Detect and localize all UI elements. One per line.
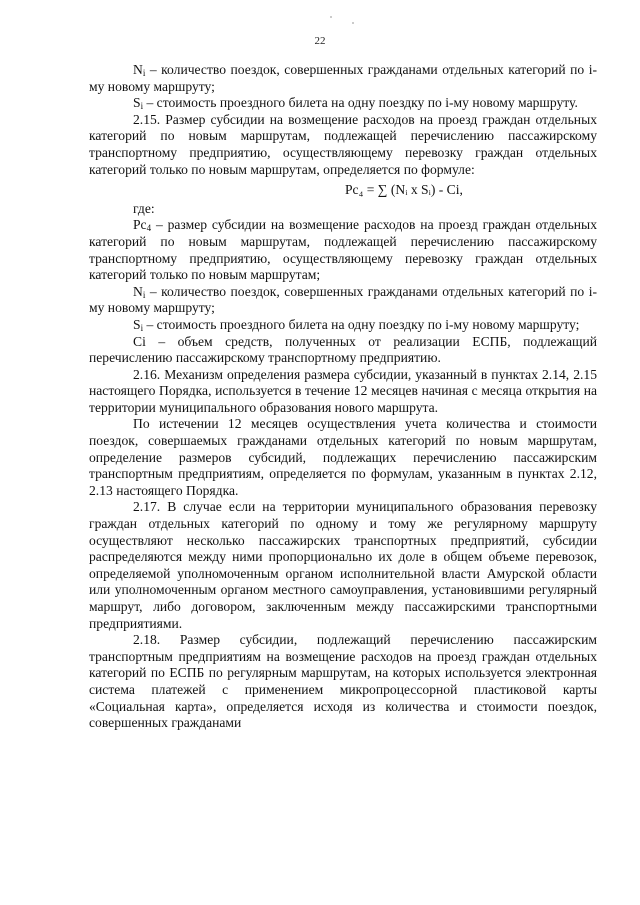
definition-si [89, 95, 597, 112]
definition-text: – стоимость проездного билета на одну поездку по i-му новому маршруту. [143, 95, 578, 111]
subscript: i [140, 322, 144, 333]
formula-pc4: Pc₄ = ∑ (Nᵢ x Sᵢ) - Ci, [345, 182, 463, 198]
page-number: 22 [314, 35, 326, 47]
definition-text: – количество поездок, совершенных гражданами отдельных категорий по i-му новому маршруту; [89, 283, 597, 316]
where-label: где: [133, 200, 155, 216]
subscript: i [142, 68, 146, 78]
clause-2-16: 2.16. Механизм определения размера субсидии, указанный в пунктах 2.14, 2.15 настоящего Порядка, используется в течение 12 месяцев начиная с месяца открытия на территории муниципального образования нового маршрута. [89, 366, 597, 415]
symbol: N [133, 283, 143, 299]
definition-ni [89, 62, 597, 95]
definition-pc4 [89, 217, 597, 283]
scan-speck [330, 16, 332, 18]
symbol: S [133, 95, 141, 111]
clause-2-15: 2.15. Размер субсидии на возмещение расходов на проезд граждан отдельных категорий по новым маршрутам, подлежащей перечислению пассажирскому транспортному предприятию, осуществляющему перевозку граждан отдельных категорий только по новым маршрутам, определяется по формуле: [89, 111, 597, 177]
definition-text: – стоимость проездного билета на одну поездку по i-му новому маршруту; [143, 316, 580, 332]
definition-ni-2 [89, 284, 597, 317]
definition-text: – размер субсидии на возмещение расходов на проезд граждан отдельных категорий по новым маршрутам, подлежащей перечислению пассажирскому транспортному предприятию, осуществляющему перевозку граждан отдельных категорий только по новым маршрутам; [89, 217, 597, 283]
symbol: Pc [133, 217, 147, 233]
subscript: 4 [146, 223, 152, 234]
symbol: S [133, 316, 141, 332]
definition-ci: Ci – объем средств, полученных от реализации ЕСПБ, подлежащий перечислению пассажирскому транспортному предприятию. [89, 333, 597, 366]
subscript: i [142, 289, 146, 300]
subscript: i [140, 101, 144, 112]
definition-text: – количество поездок, совершенных гражданами отдельных категорий по i-му новому маршруту; [89, 62, 597, 94]
clause-2-18: 2.18. Размер субсидии, подлежащий перечислению пассажирским транспортным предприятиям на возмещение расходов на проезд граждан отдельных категорий по ЕСПБ по регулярным маршрутам, на которых используется электронная система платежей с применением микропроцессорной пластиковой карты «Социальная карта», определяется исходя из количества и стоимости поездок, совершенных гражданами [89, 632, 597, 731]
document-body [89, 62, 597, 732]
clause-2-16-continued: По истечении 12 месяцев осуществления учета количества и стоимости поездок, совершаемых гражданами отдельных категорий по новым маршрутам, определение размеров субсидий, подлежащих перечислению пассажирским транспортным предприятиям, определяется по формулам, указанным в пунктах 2.12, 2.13 настоящего Порядка. [89, 416, 597, 498]
symbol: N [133, 62, 143, 77]
scan-speck [352, 22, 354, 24]
definition-si-2 [89, 317, 597, 334]
clause-2-17: 2.17. В случае если на территории муниципального образования перевозку граждан отдельных категорий по одному и тому же регулярному маршруту осуществляют несколько пассажирских транспортных предприятий, субсидии распределяются между ними пропорционально их доле в общем объеме перевозок, определяемой уполномоченным органом исполнительной власти Амурской области или уполномоченным органом местного самоуправления, установившими регулярный маршрут, либо договором, заключенным между пассажирскими транспортными предприятиями. [89, 499, 597, 631]
